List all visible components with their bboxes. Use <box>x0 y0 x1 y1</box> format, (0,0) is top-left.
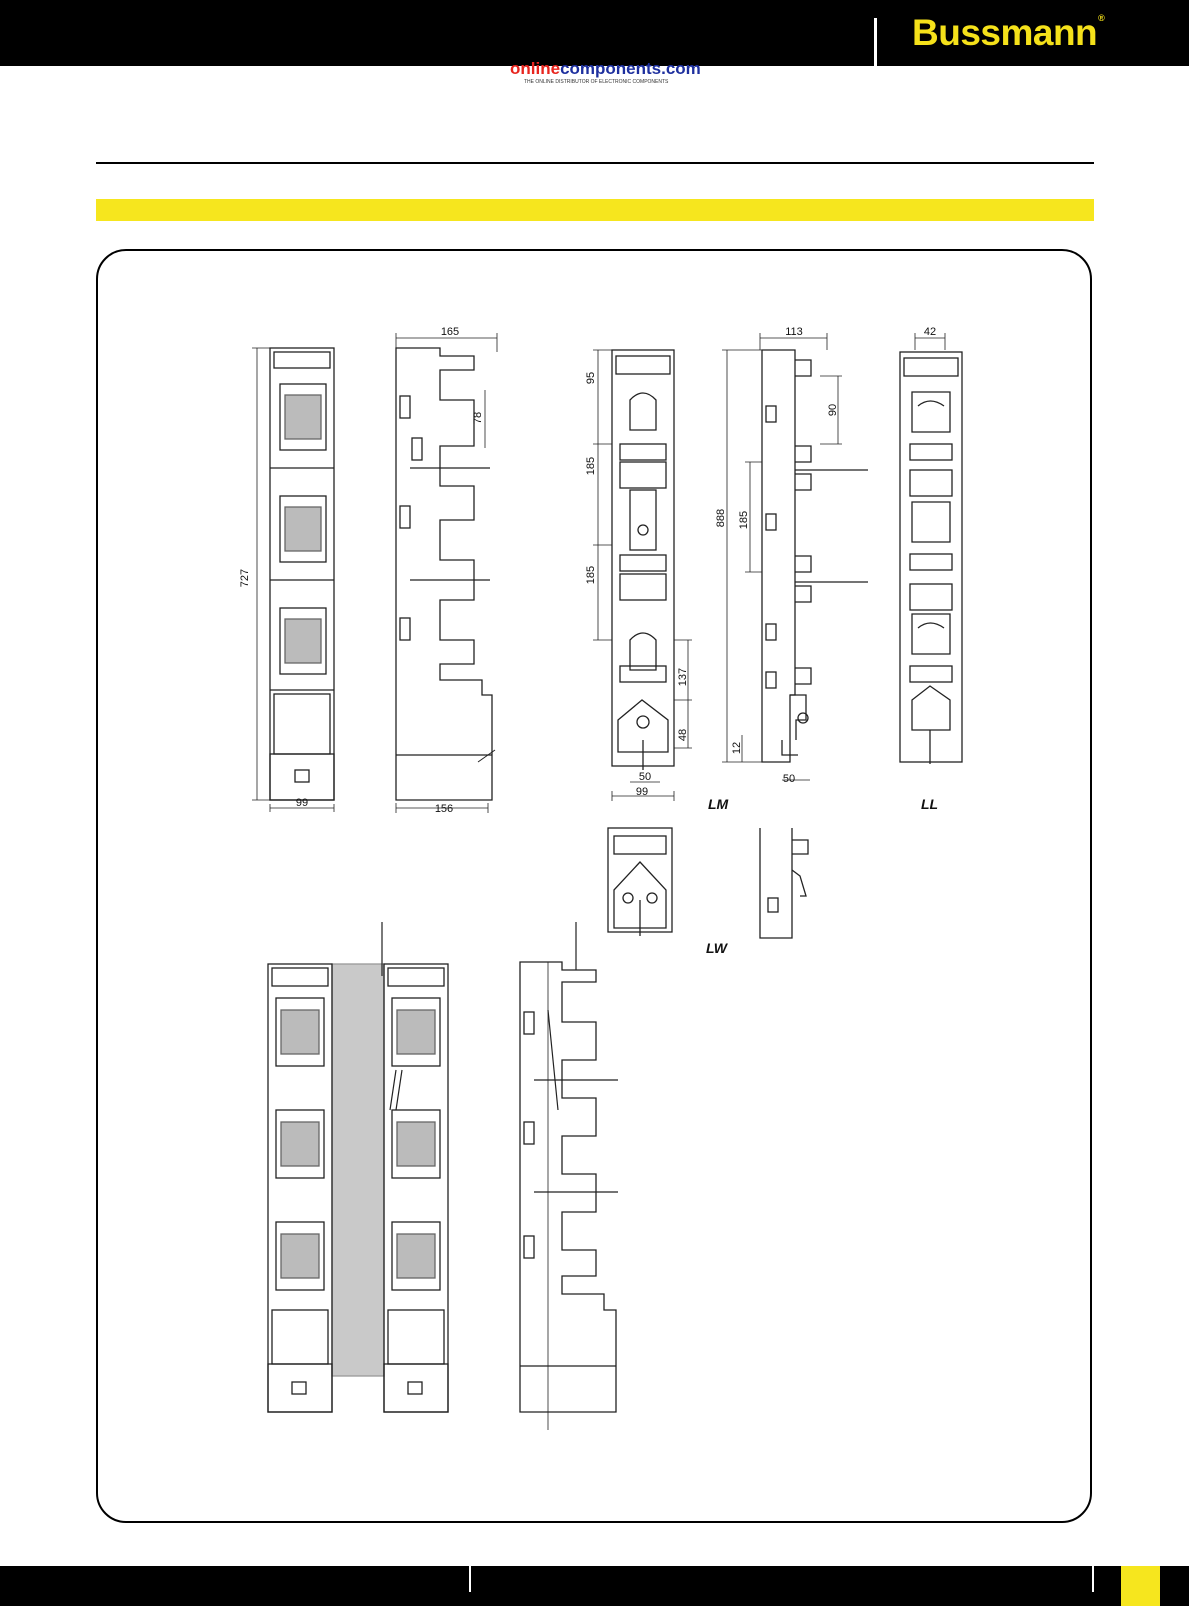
dim-78: 78 <box>472 411 484 425</box>
dim-185-b: 185 <box>585 565 597 585</box>
dim-99-lm: 99 <box>635 786 649 798</box>
distributor-tagline: THE ONLINE DISTRIBUTOR OF ELECTRONIC COMPONENTS <box>524 79 669 85</box>
dim-50-front: 50 <box>638 771 652 783</box>
dim-90: 90 <box>827 403 839 417</box>
label-ll: LL <box>921 796 939 812</box>
dim-99-front: 99 <box>295 797 309 809</box>
front-view-1 <box>252 348 334 812</box>
footer-bar <box>0 1566 1189 1606</box>
footer-page-marker <box>1121 1566 1160 1606</box>
dim-95: 95 <box>585 371 597 385</box>
distributor-logo[interactable]: onlinecomponents.com <box>510 59 701 78</box>
footer-divider-left <box>469 1566 471 1592</box>
dim-113: 113 <box>785 326 803 338</box>
dim-137: 137 <box>677 667 689 687</box>
dim-888: 888 <box>715 508 727 528</box>
dim-50-side: 50 <box>782 773 796 785</box>
ll-view <box>900 333 962 764</box>
double-front-view <box>268 922 448 1412</box>
dim-42: 42 <box>923 326 937 338</box>
label-lm: LM <box>708 796 729 812</box>
brand-logo: Bussmann® <box>912 12 1105 53</box>
lw-front-view <box>608 828 672 936</box>
dim-165: 165 <box>440 326 460 338</box>
dim-185-side: 185 <box>738 510 750 530</box>
dim-12: 12 <box>731 741 743 755</box>
lw-side-view <box>760 828 808 938</box>
double-side-view <box>520 922 618 1430</box>
dim-156: 156 <box>434 803 454 815</box>
footer-divider-right <box>1092 1566 1094 1592</box>
dim-48: 48 <box>677 728 689 742</box>
dim-727: 727 <box>239 568 251 588</box>
label-lw: LW <box>706 940 727 956</box>
lm-side-view <box>722 333 868 780</box>
dim-185-a: 185 <box>585 456 597 476</box>
side-view-1 <box>396 333 497 813</box>
